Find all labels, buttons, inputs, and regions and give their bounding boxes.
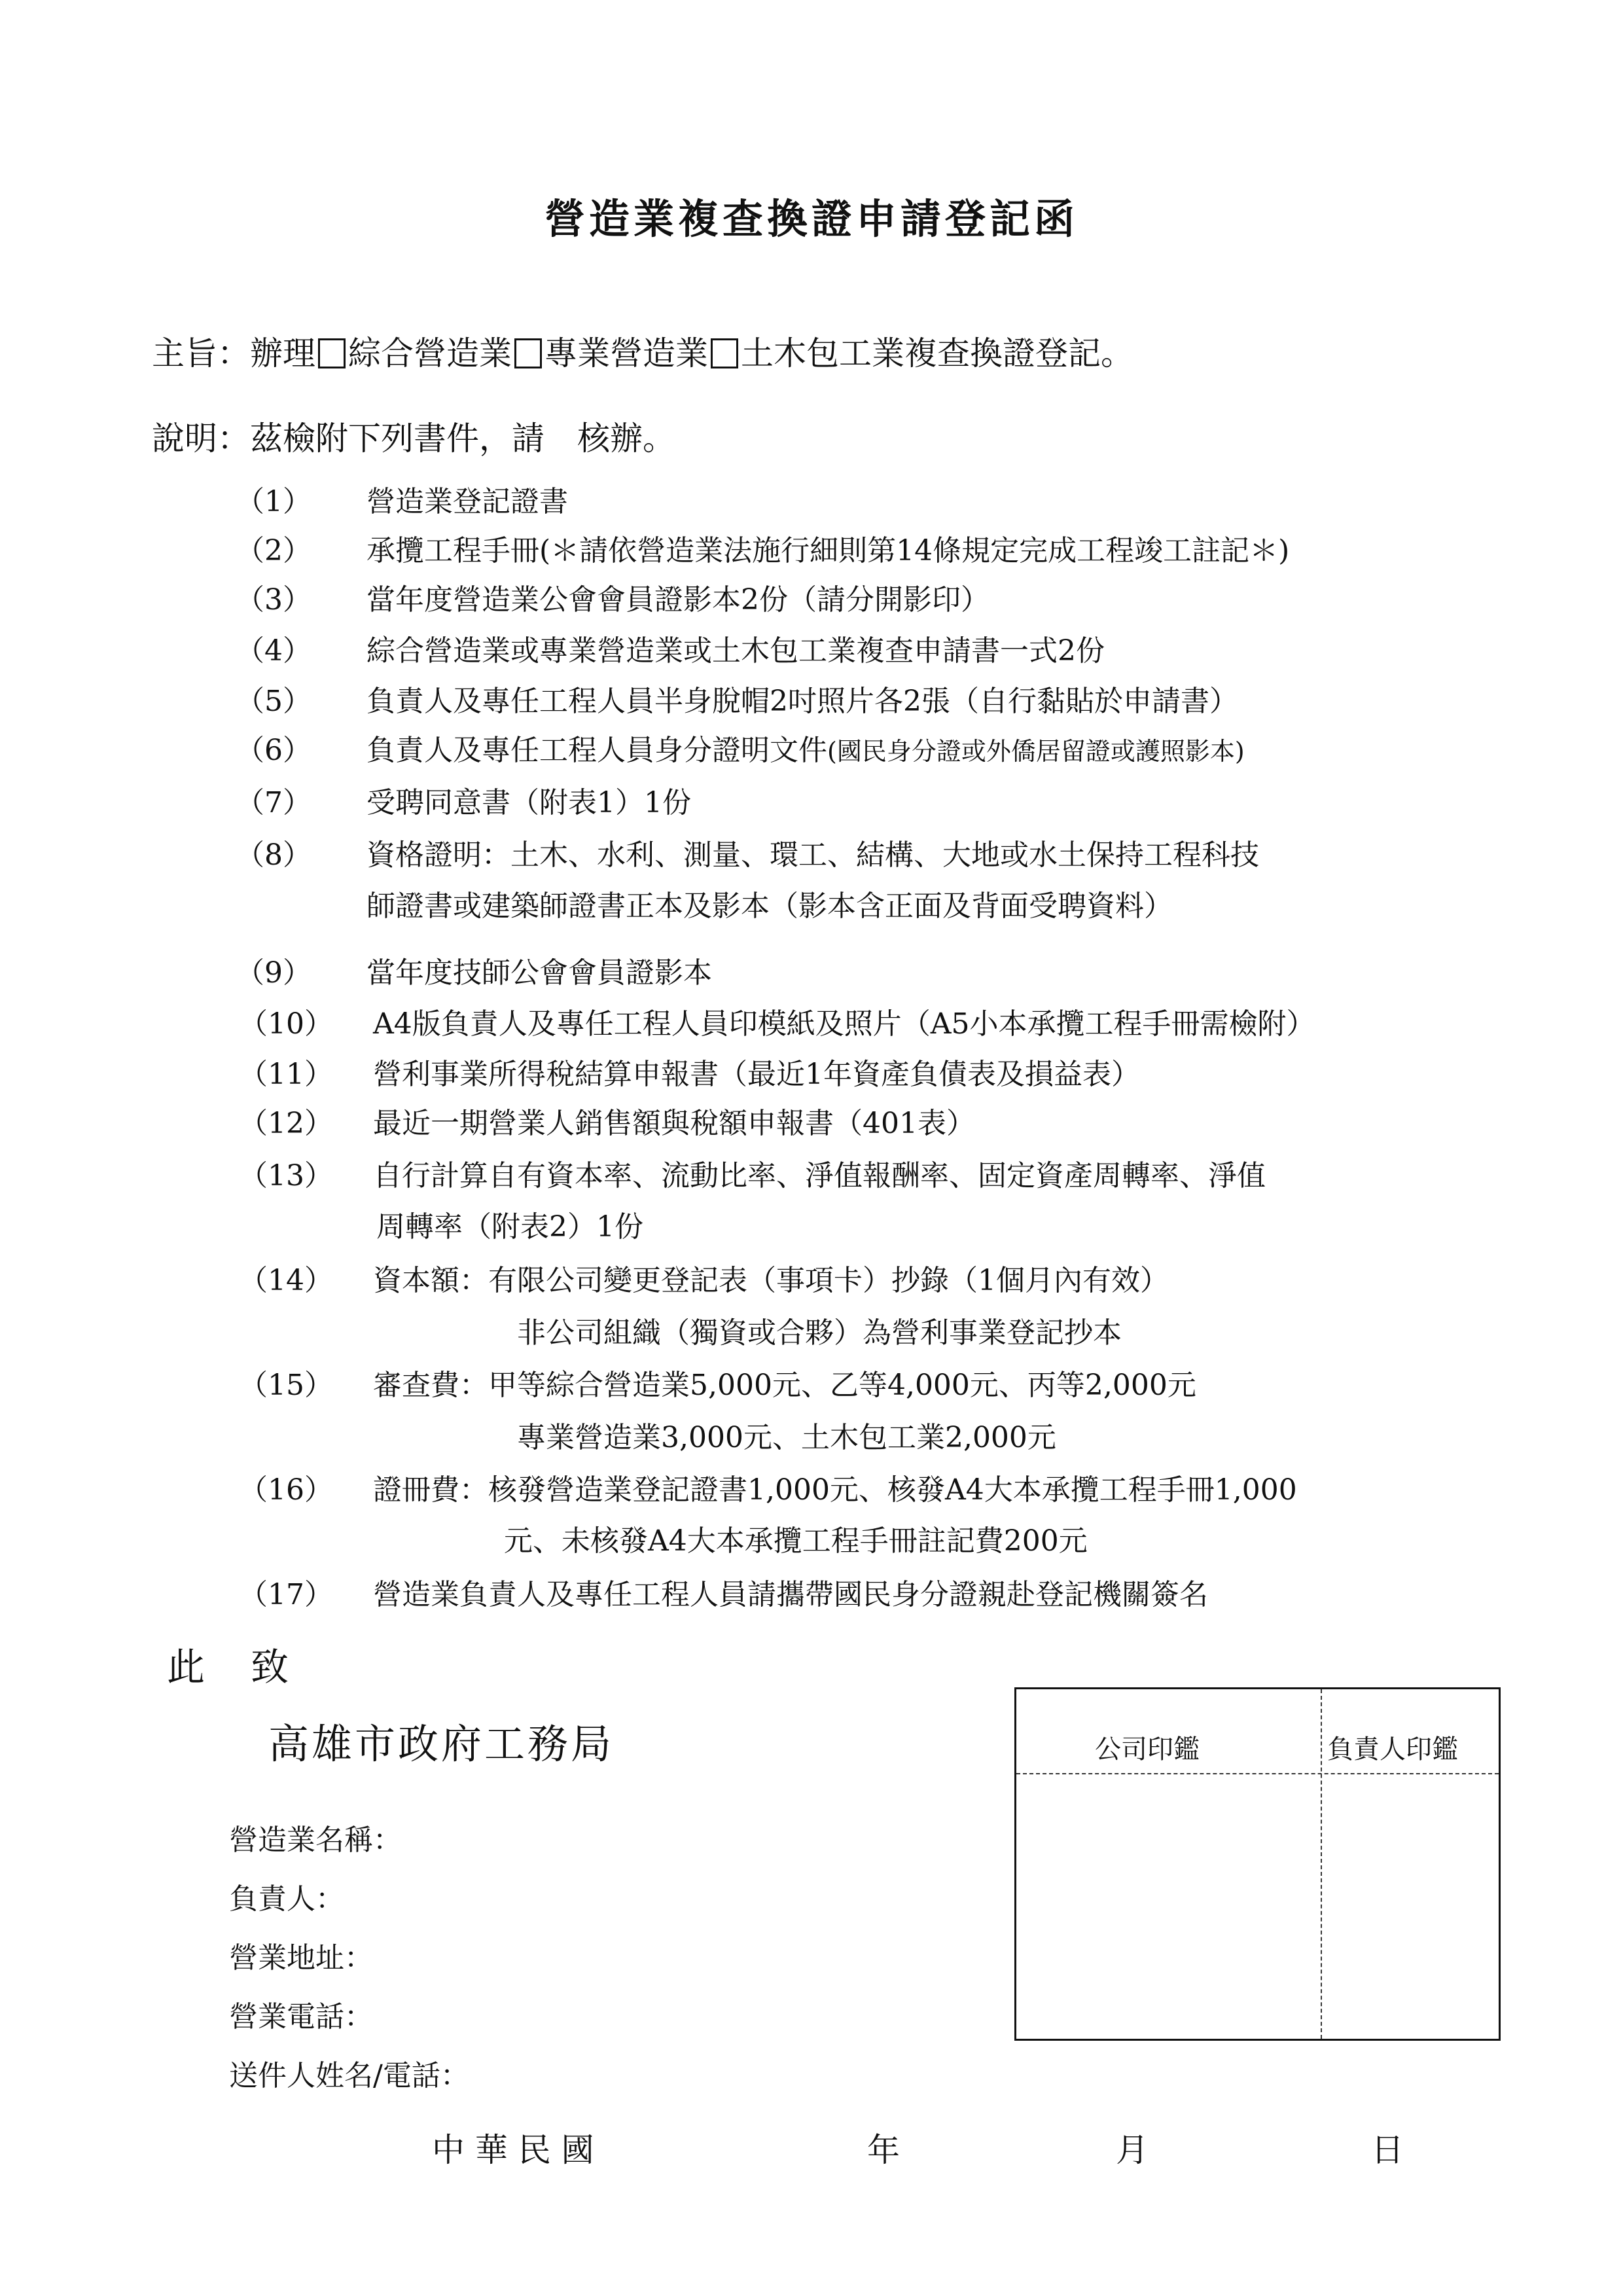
list-item-text (366, 527, 1289, 569)
checkbox-general-contractor[interactable] (318, 338, 346, 368)
list-item-number: （17） (239, 1578, 333, 1611)
list-item-note: (國民身分證或外僑居留證或護照影本) (827, 737, 1245, 766)
representative-seal-area[interactable] (1322, 1774, 1501, 2041)
list-item-continuation: 非公司組織（獨資或合夥）為營利事業登記抄本 (517, 1316, 1122, 1350)
list-item-text (373, 1100, 975, 1141)
subject-option-general: 綜合營造業 (348, 334, 512, 372)
company-seal-label: 公司印鑑 (1095, 1734, 1200, 1765)
checkbox-civil-contractor[interactable] (711, 338, 738, 368)
list-item-main-text: 證冊費：核發營造業登記證書1,000元、核發A4大本承攬工程手冊1,000 (373, 1473, 1297, 1507)
list-item-text (373, 1000, 1315, 1042)
list-item-text (366, 949, 712, 991)
date-era: 中 華 民 國 (432, 2131, 594, 2169)
list-item-number: （8） (236, 838, 312, 872)
description-line: 說明：茲檢附下列書件，請 核辦。 (152, 420, 675, 457)
company-seal-area[interactable] (1016, 1774, 1321, 2041)
list-item-continuation: 專業營造業3,000元、土木包工業2,000元 (517, 1421, 1056, 1454)
subject-option-civil: 土木包工業複查換證登記。 (741, 334, 1133, 372)
list-item-number: （4） (236, 634, 312, 668)
list-item-main-text: 營造業登記證書 (366, 485, 568, 518)
list-item-continuation: 周轉率（附表2）1份 (376, 1210, 643, 1244)
list-item-number: （13） (239, 1159, 333, 1193)
field-business-address: 營業地址： (229, 1941, 373, 1975)
list-item-number: （16） (239, 1473, 333, 1507)
list-item-number: （3） (236, 583, 312, 617)
list-item-number: （10） (239, 1007, 333, 1041)
list-item-number: （14） (239, 1264, 333, 1297)
list-item-number: （1） (236, 485, 312, 518)
list-item-main-text: 受聘同意書（附表1）1份 (366, 786, 691, 819)
list-item-main-text: 資本額：有限公司變更登記表（事項卡）抄錄（1個月內有效） (373, 1264, 1169, 1297)
date-day: 日 (1371, 2131, 1404, 2169)
list-item-number: （7） (236, 786, 312, 819)
list-item-main-text: 當年度營造業公會會員證影本2份（請分開影印） (366, 583, 990, 617)
list-item-main-text: A4版負責人及專任工程人員印模紙及照片（A5小本承攬工程手冊需檢附） (373, 1007, 1315, 1041)
list-item-text (373, 1361, 1196, 1403)
list-item-text (366, 831, 1259, 873)
list-item-main-text: 審查費：甲等綜合營造業5,000元、乙等4,000元、丙等2,000元 (373, 1369, 1196, 1402)
field-sender-name-phone: 送件人姓名/電話： (229, 2059, 469, 2092)
list-item-text (366, 576, 990, 618)
date-year: 年 (867, 2131, 900, 2169)
list-item-continuation: 元、未核發A4大本承攬工程手冊註記費200元 (504, 1524, 1088, 1558)
list-item-number: （11） (239, 1058, 333, 1091)
list-item-main-text: 營造業負責人及專任工程人員請攜帶國民身分證親赴登記機關簽名 (373, 1578, 1208, 1611)
list-item-main-text: 綜合營造業或專業營造業或土木包工業複查申請書一式2份 (366, 634, 1105, 668)
list-item-number: （6） (236, 734, 312, 767)
field-company-name: 營造業名稱： (229, 1823, 402, 1857)
list-item-text (366, 677, 1238, 719)
list-item-main-text: 資格證明：土木、水利、測量、環工、結構、大地或水土保持工程科技 (366, 838, 1259, 872)
list-item-main-text: 當年度技師公會會員證影本 (366, 956, 712, 990)
subject-prefix: 主旨：辦理 (152, 334, 315, 372)
seal-table (1014, 1687, 1501, 2041)
list-item-main-text: 最近一期營業人銷售額與稅額申報書（401表） (373, 1107, 975, 1140)
list-item-number: （2） (236, 534, 312, 567)
list-item-text (373, 1466, 1297, 1508)
recipient-office: 高雄市政府工務局 (268, 1720, 615, 1768)
closing-salutation: 此致 (167, 1645, 335, 1689)
field-representative: 負責人： (229, 1882, 344, 1916)
list-item-main-text: 負責人及專任工程人員半身脫帽2吋照片各2張（自行黏貼於申請書） (366, 685, 1238, 718)
list-item-text (373, 1050, 1140, 1092)
list-item-text (366, 726, 1245, 768)
list-item-main-text: 營利事業所得稅結算申報書（最近1年資產負債表及損益表） (373, 1058, 1140, 1091)
list-item-main-text: 自行計算自有資本率、流動比率、淨值報酬率、固定資產周轉率、淨值 (373, 1159, 1266, 1193)
document-title: 營造業複查換證申請登記函 (544, 195, 1079, 243)
list-item-number: （9） (236, 956, 312, 990)
list-item-text (366, 478, 568, 520)
subject-option-specialty: 專業營造業 (544, 334, 708, 372)
subject-line (152, 327, 1133, 374)
list-item-text (373, 1257, 1169, 1299)
field-business-phone: 營業電話： (229, 2000, 373, 2034)
list-item-text (373, 1571, 1208, 1613)
list-item-number: （15） (239, 1369, 333, 1402)
list-item-number: （12） (239, 1107, 333, 1140)
list-item-main-text: 承攬工程手冊(＊請依營造業法施行細則第14條規定完成工程竣工註記＊) (366, 534, 1290, 567)
list-item-main-text: 負責人及專任工程人員身分證明文件 (366, 734, 827, 767)
list-item-text (373, 1152, 1266, 1194)
list-item-continuation: 師證書或建築師證書正本及影本（影本含正面及背面受聘資料） (366, 889, 1173, 923)
checkbox-specialty-contractor[interactable] (514, 338, 542, 368)
list-item-text (366, 779, 691, 821)
date-month: 月 (1116, 2131, 1149, 2169)
list-item-text (366, 627, 1105, 669)
list-item-number: （5） (236, 685, 312, 718)
representative-seal-label: 負責人印鑑 (1327, 1734, 1458, 1765)
